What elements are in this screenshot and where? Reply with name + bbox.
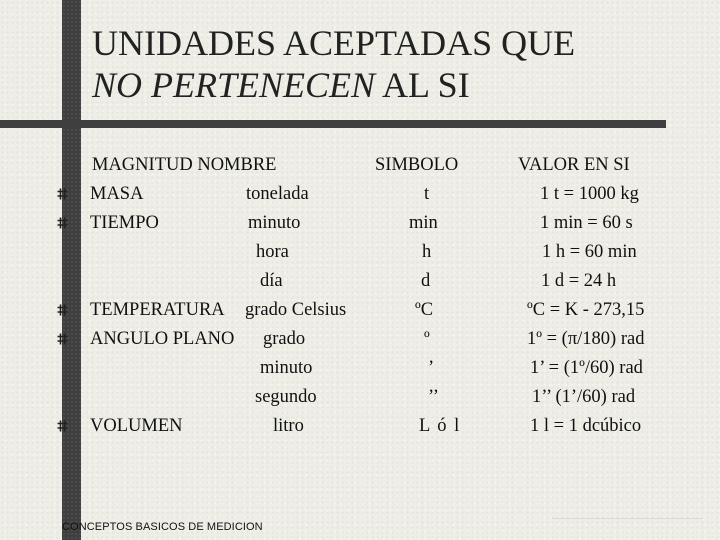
row-simbolo: h [422, 242, 432, 262]
row-magnitud: TIEMPO [90, 213, 159, 233]
row-simbolo: ’’ [428, 387, 439, 407]
title-line-2-italic: NO PERTENECEN [92, 65, 376, 105]
row-valor: 1 t = 1000 kg [540, 184, 639, 204]
row-simbolo: min [409, 213, 438, 233]
row-valor: 1º = (π/180) rad [527, 329, 645, 349]
row-magnitud: MASA [90, 184, 144, 204]
row-nombre: minuto [248, 213, 301, 233]
row-nombre: minuto [260, 358, 313, 378]
footer-text: CONCEPTOS BASICOS DE MEDICION [62, 521, 263, 533]
hash-bullet-icon [57, 420, 68, 432]
footer-rule [552, 518, 702, 519]
row-simbolo: º [424, 329, 430, 349]
row-magnitud: VOLUMEN [90, 416, 183, 436]
row-valor: 1 d = 24 h [541, 271, 617, 291]
row-nombre: grado Celsius [245, 300, 347, 320]
title-line-1: UNIDADES ACEPTADAS QUE [92, 23, 576, 63]
hash-bullet-icon [57, 188, 68, 200]
row-simbolo: t [424, 184, 430, 204]
row-nombre: hora [256, 242, 289, 262]
header-valor: VALOR EN SI [518, 155, 630, 175]
hash-bullet-icon [57, 333, 68, 345]
slide-title [92, 22, 575, 106]
row-magnitud: TEMPERATURA [90, 300, 225, 320]
row-valor: 1’ = (1º/60) rad [530, 358, 643, 378]
row-valor: 1 l = 1 dcúbico [530, 416, 642, 436]
row-simbolo: L ó l [419, 416, 460, 436]
row-nombre: litro [273, 416, 304, 436]
left-accent-bar [62, 0, 81, 540]
row-nombre: tonelada [246, 184, 309, 204]
row-simbolo: d [421, 271, 431, 291]
title-line-2-rest: AL SI [375, 65, 470, 105]
row-valor: 1 min = 60 s [540, 213, 633, 233]
title-divider [0, 120, 666, 128]
header-simbolo: SIMBOLO [375, 155, 459, 175]
hash-bullet-icon [57, 217, 68, 229]
header-magnitud-nombre: MAGNITUD NOMBRE [92, 155, 277, 175]
row-simbolo: ’ [428, 358, 435, 378]
row-valor: 1 h = 60 min [542, 242, 637, 262]
hash-bullet-icon [57, 304, 68, 316]
row-valor: ºC = K - 273,15 [527, 300, 645, 320]
row-simbolo: ºC [415, 300, 434, 320]
row-magnitud: ANGULO PLANO [90, 329, 235, 349]
row-nombre: día [260, 271, 283, 291]
row-valor: 1’’ (1’/60) rad [532, 387, 636, 407]
row-nombre: grado [263, 329, 306, 349]
row-nombre: segundo [255, 387, 317, 407]
